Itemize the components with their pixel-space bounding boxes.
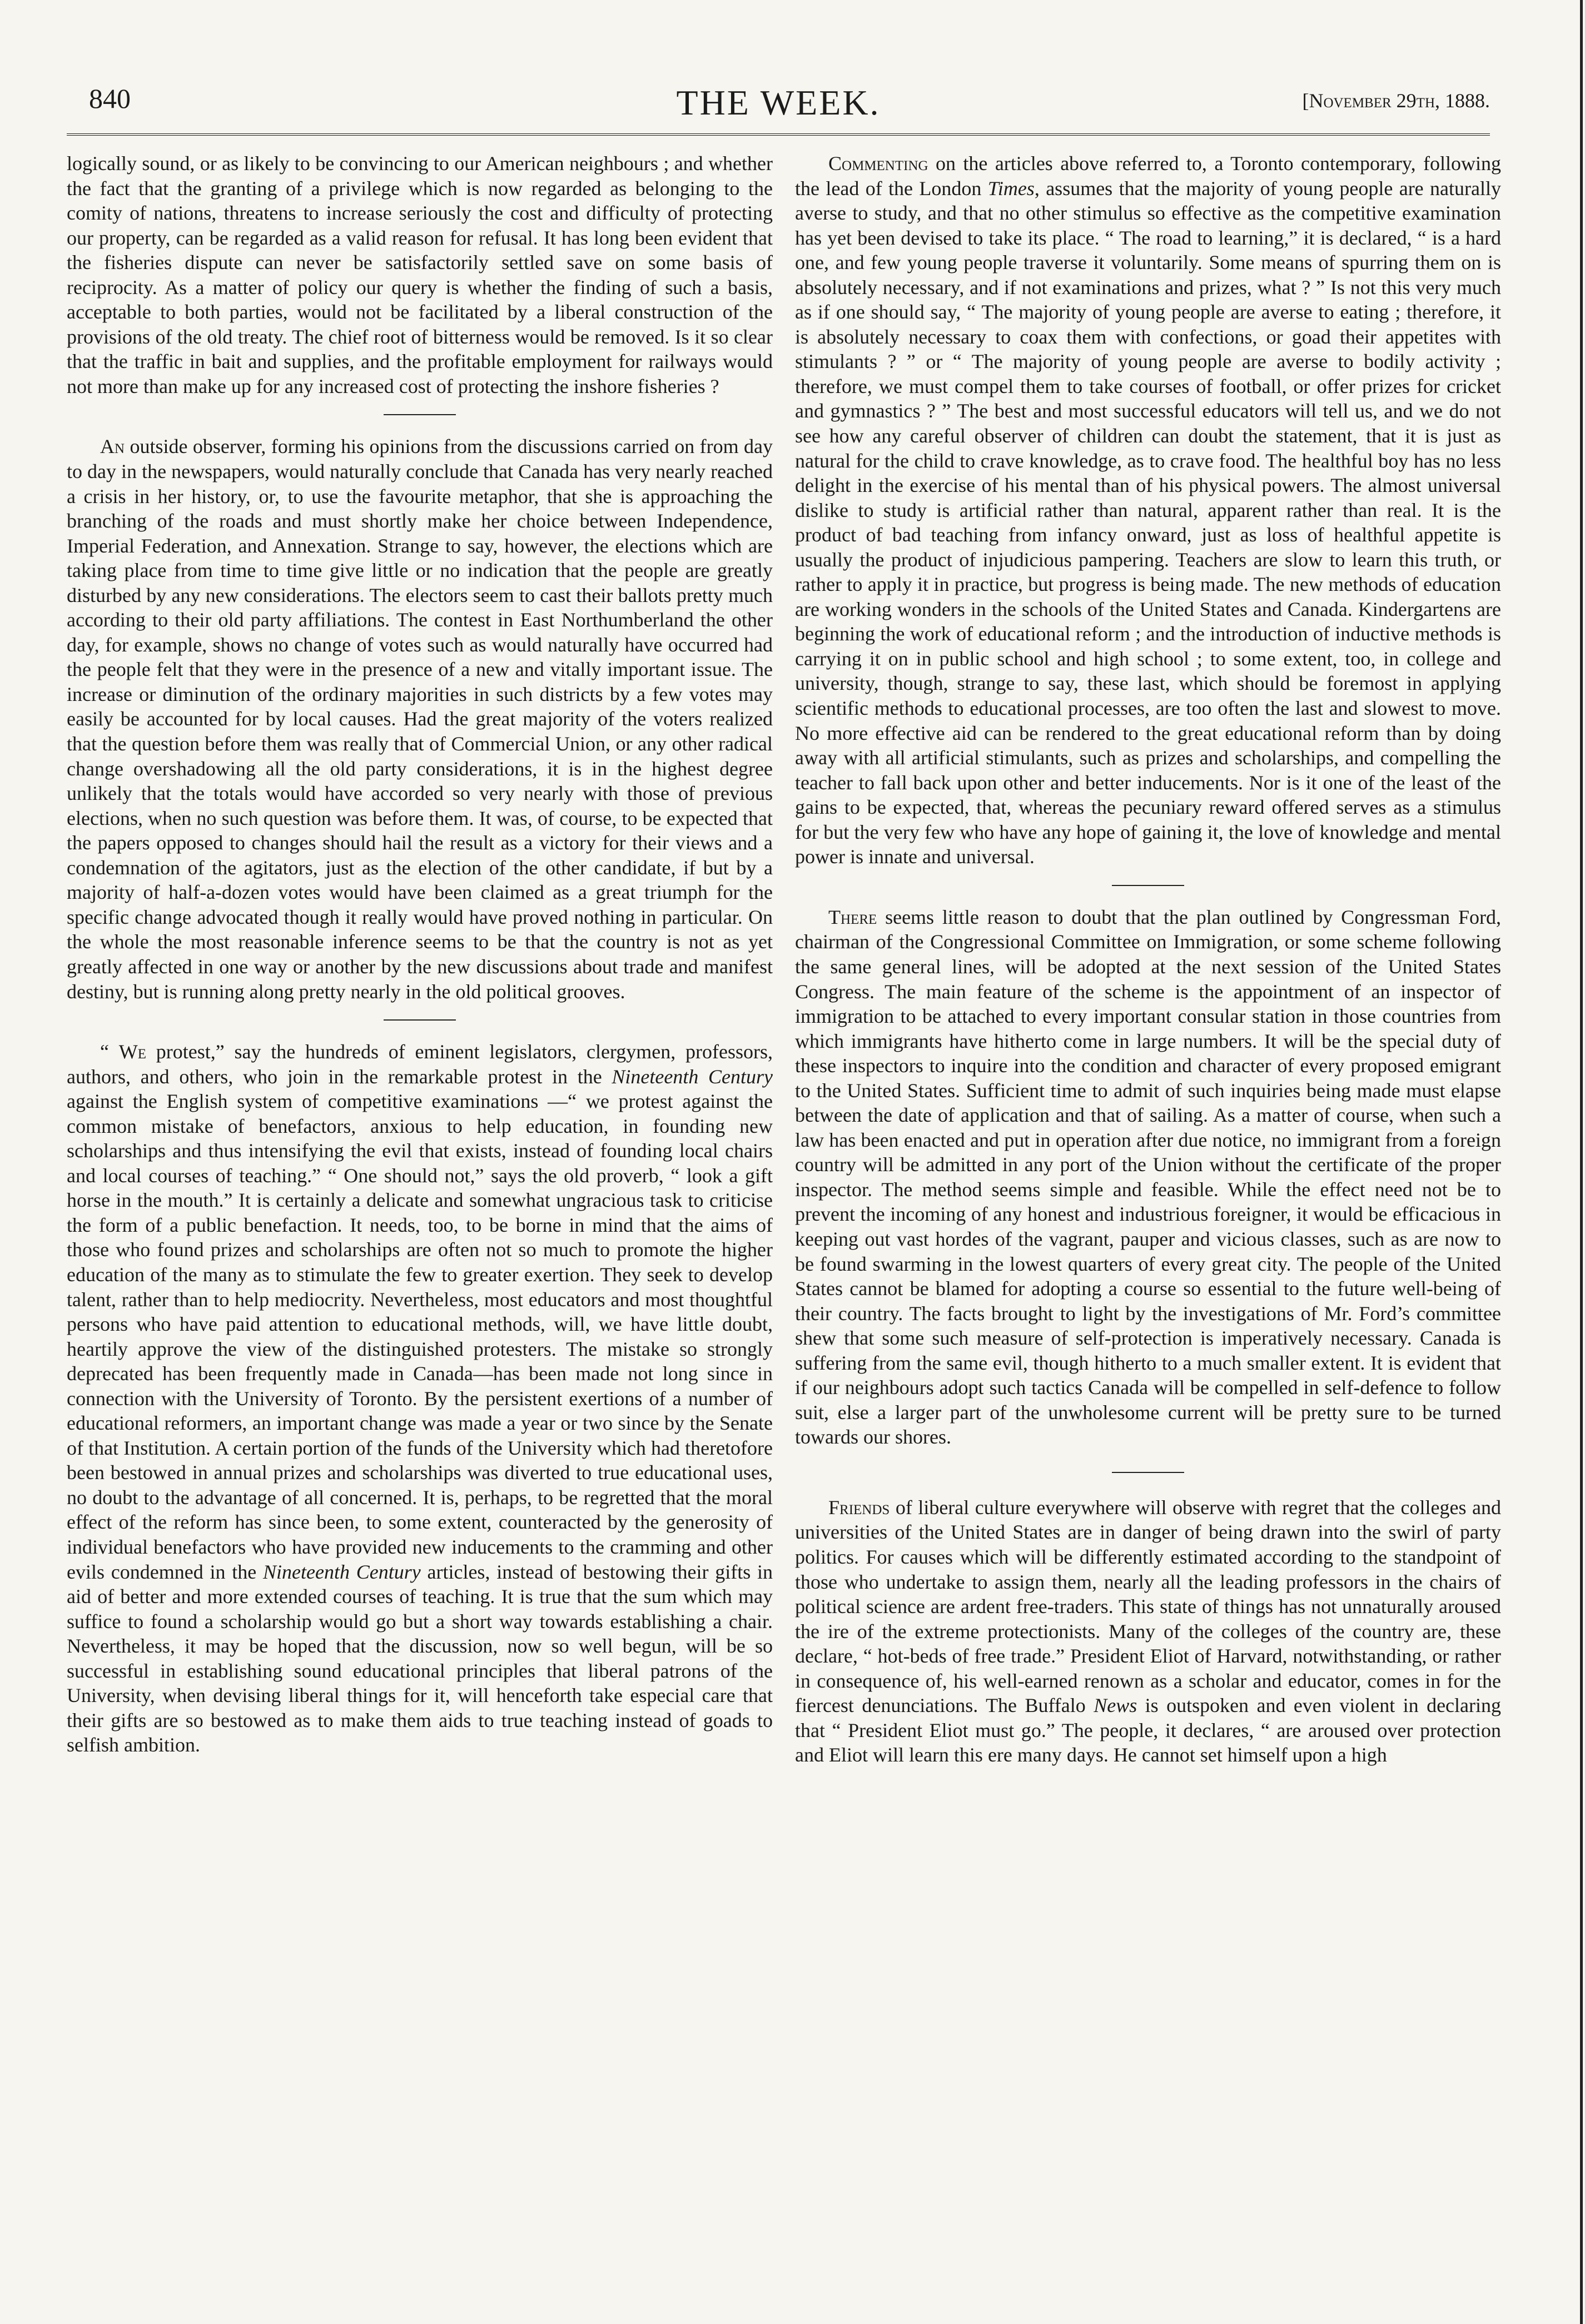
paragraph-text: of liberal culture everywhere will observe with regret that the colleges and universities of the United States are in danger of being drawn into the swirl of party politics. For causes which will be differently estimated according to the standpoint of those who undertake to assign them, nearly all the leading professors in the chairs of political science are ardent free-traders. This state of things has not unnaturally aroused the ire of the extreme protectionists. Many of the colleges of the country are, these declare, “ hot-beds of free trade.” President Eliot of Harvard, notwithstanding, or rather in consequence of, his well-earned renown as a scholar and educator, comes in for the fiercest denunciations. The Buffalo bbox=[795, 1496, 1501, 1717]
publication-title: News bbox=[1094, 1694, 1137, 1717]
paragraph-text: seems little reason to doubt that the plan outlined by Congressman Ford, chairman of the Congressional Committee on Immigration, or some scheme following the same general lines, will be adopted at the next session of the United States Congress. The main feature of the scheme is the appointment of an inspector of immigration to be attached to every important consular station in those countries from which immigrants have hitherto come in large numbers. It will be the special duty of these inspectors to inquire into the condition and character of every proposed emigrant to the United States. Sufficient time to admit of such inquiries being made must elapse between the date of application and that of sailing. As a matter of course, when such a law has been enacted and put in operation after due notice, no immigrant from a foreign country will be admitted in any port of the Union without the certificate of the proper inspector. The method seems simple and feasible. While the effect need not be to prevent the incoming of any honest and industrious foreigner, it would be efficacious in keeping out vast hordes of the vagrant, pauper and vicious classes, such as are now to be found swarming in the lowest quarters of every great city. The people of the United States cannot be blamed for adopting a course so essential to the future well-being of their country. The facts brought to light by the investigations of Mr. Ford’s committee shew that some such measure of self-protection is imperatively necessary. Canada is suffering from the same evil, though hitherto to a much smaller extent. It is evident that if our neighbours adopt such tactics Canada will be compelled in self-defence to follow suit, else a larger part of the unwholesome current will be pretty sure to be turned towards our shores. bbox=[795, 905, 1501, 1449]
lead-word: We bbox=[118, 1041, 146, 1063]
paragraph-text: on the articles above referred to, a Toronto contemporary, following the lead of the London bbox=[795, 152, 1501, 200]
page-header bbox=[67, 82, 1490, 127]
publication-title: Nineteenth Century bbox=[263, 1560, 421, 1583]
paragraph-fisheries: logically sound, or as likely to be convincing to our American neighbours ; and whether the fact that the granting of a privilege which is now regarded as belonging to the comity of nations, threatens to increase seriously the cost and difficulty of protecting our property, can be regarded as a valid reason for refusal. It has long been evident that the fisheries dispute can never be satisfactorily settled save on some basis of reciprocity. As a matter of policy our query is whether the finding of such a basis, acceptable to both parties, would not be facilitated by a liberal construction of the provisions of the old treaty. The chief root of bitterness would be removed. Is it so clear that the traffic in bait and supplies, and the profitable employment for railways would not more than make up for any increased cost of protecting the inshore fisheries ? bbox=[67, 152, 773, 397]
section-divider bbox=[384, 414, 456, 415]
paragraph-elections bbox=[67, 434, 773, 1004]
page-number: 840 bbox=[89, 83, 131, 114]
section-divider bbox=[1112, 885, 1184, 886]
header-rule bbox=[67, 133, 1490, 136]
paragraph-text: articles, instead of bestowing their gifts in aid of better and more extended courses of teaching. It is true that the sum which may suffice to found a scholarship would go but a short way towards establishing a chair. Nevertheless, it may be hoped that the discussion, now so well begun, will be so successful in establishing sound educational principles that liberal patrons of the University, when devising liberal things for it, will henceforth take especial care that their gifts are so bestowed as to make them aids to true teaching instead of goads to selfish ambition. bbox=[67, 1560, 773, 1756]
lead-word: Commenting bbox=[828, 152, 928, 175]
masthead-title: THE WEEK. bbox=[676, 83, 881, 122]
lead-word: Friends bbox=[828, 1496, 890, 1519]
paragraph-text: , assumes that the majority of young people are naturally averse to study, and that no other stimulus so effective as the competitive examination has yet been devised to take its place. “ The road to learning,” it is declared, “ is a hard one, and few young people traverse it voluntarily. Some means of spurring them on is absolutely necessary, and if not examinations and prizes, what ? ” Is not this very much as if one should say, “ The majority of young people are averse to eating ; therefore, it is absolutely necessary to coax them with confections, or goad their appetites with stimulants ? ” or “ The majority of young people are averse to bodily activity ; therefore, we must compel them to take courses of football, or offer prizes for cricket and gymnastics ? ” The best and most successful educators will tell us, and we do not see how any careful observer of children can doubt the statement, that it is just as natural for the child to crave knowledge, as to crave food. The healthful boy has no less delight in the exercise of his mental than of his physical powers. The almost universal dislike to study is artificial rather than natural, apparent rather than real. It is the product of bad teaching from infancy onward, just as loss of healthful appetite is usually the product of injudicious pampering. Teachers are slow to learn this truth, or rather to apply it in practice, but progress is being made. The new methods of education are working wonders in the schools of the United States and Canada. Kindergartens are beginning the work of educational reform ; and the introduction of inductive methods is carrying it on in public school and high school ; to some extent, too, in college and university, though, strange to say, these last, which should be foremost in applying scientific methods to educational processes, are too often the last and slowest to move. No more effective aid can be rendered to the great educational reform than by doing away with all artificial stimulants, such as prizes and scholarships, and compelling the teacher to fall back upon other and better inducements. Nor is it one of the least of the gains to be expected, that, whereas the pecuniary reward offered serves as a stimulus for but the very few who have any hope of gaining it, the love of knowledge and mental power is innate and universal. bbox=[795, 177, 1501, 868]
left-column bbox=[67, 151, 773, 1758]
opening-quote: “ bbox=[100, 1041, 119, 1063]
right-column bbox=[795, 151, 1501, 1768]
paragraph-text: outside observer, forming his opinions from the discussions carried on from day to day in the newspapers, would naturally conclude that Canada has very nearly reached a crisis in her history, or, to use the favourite metaphor, that she is approaching the branching of the roads and must shortly make her choice between Independence, Imperial Federation, and Annexation. Strange to say, however, the elections which are taking place from time to time give little or no indication that the people are greatly disturbed by any new considerations. The electors seem to cast their ballots pretty much according to their old party affiliations. The contest in East Northumberland the other day, for example, shows no change of votes such as would naturally have occurred had the people felt that they were in the presence of a new and vitally important issue. The increase or diminution of the ordinary majorities in such districts by a few votes may easily be accounted for by local causes. Had the great majority of the voters realized that the question before them was really that of Commercial Union, or any other radical change overshadowing all the old party considerations, it is in the highest degree unlikely that the totals would have accorded so very nearly with those of previous elections, when no such question was before them. It was, of course, to be expected that the papers opposed to changes should hail the result as a victory for their views and a condemnation of the agitators, just as the election of the other candidate, if but by a majority of half-a-dozen votes would have been claimed as a great triumph for the specific change advocated though it really would have proved nothing in particular. On the whole the most reasonable inference seems to be that the country is not as yet greatly affected in one way or another by the new discussions about trade and manifest destiny, but is running along pretty nearly in the old political grooves. bbox=[67, 435, 773, 1003]
paragraph-immigration bbox=[795, 905, 1501, 1450]
paragraph-protest bbox=[67, 1039, 773, 1758]
section-divider bbox=[384, 1019, 456, 1021]
paragraph-competitive-examination bbox=[795, 151, 1501, 869]
paragraph-text: against the English system of competitive examinations —“ we protest against the common mistake of benefactors, anxious to help education, in founding new scholarships and thus intensifying the evil that exists, instead of founding local chairs and local courses of teaching.” “ One should not,” says the old proverb, “ look a gift horse in the mouth.” It is certainly a delicate and somewhat ungracious task to criticise the form of a public benefaction. It needs, too, to be borne in mind that the aims of those who found prizes and scholarships are often not so much to promote the higher education of the many as to stimulate the few to greater exertion. They seek to develop talent, rather than to help mediocrity. Nevertheless, most educators and most thoughtful persons who have paid attention to educational methods, will, we have little doubt, heartily approve the view of the distinguished protesters. The mistake so strongly deprecated has been frequently made in Canada—has been made not long since in connection with the University of Toronto. By the persistent exertions of a number of educational reformers, an important change was made a year or two since by the Senate of that Institution. A certain portion of the funds of the University which had theretofore been bestowed in annual prizes and scholarships was diverted to true educational uses, no doubt to the advantage of all concerned. It is, perhaps, to be regretted that the moral effect of the reform has since been, to some extent, counteracted by the generosity of individual benefactors who have provided new inducements to the cramming and other evils condemned in the bbox=[67, 1090, 773, 1583]
paragraph-text: is outspoken and even violent in declaring that “ President Eliot must go.” The people, it declares, “ are aroused over protection and Eliot will learn this ere many days. He cannot set himself upon a high bbox=[795, 1694, 1502, 1766]
lead-word: There bbox=[828, 905, 877, 928]
issue-date: [November 29th, 1888. bbox=[1302, 89, 1490, 112]
publication-title: Nineteenth Century bbox=[612, 1065, 773, 1088]
lead-word: An bbox=[100, 435, 125, 458]
page-edge-line bbox=[1580, 0, 1583, 2324]
publication-title: Times bbox=[987, 177, 1035, 200]
paragraph-text: protest,” say the hundreds of eminent legislators, clergymen, professors, authors, and others, who join in the remarkable protest in the bbox=[67, 1041, 773, 1088]
paragraph-liberal-culture bbox=[795, 1495, 1501, 1768]
section-divider bbox=[1112, 1472, 1184, 1473]
